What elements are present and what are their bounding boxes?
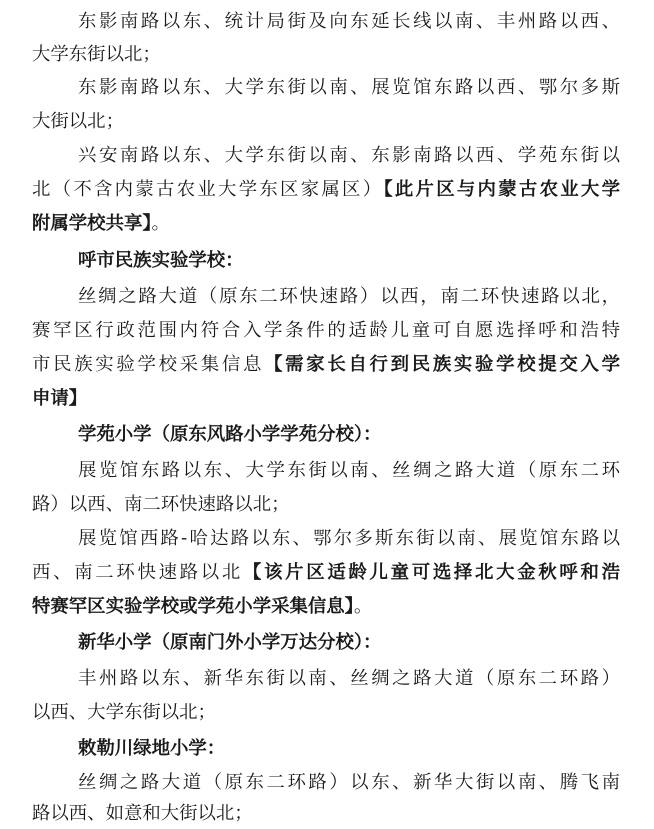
- text-line: 兴安南路以东、大学东街以南、东影南路以西、学苑东街以: [78, 145, 620, 166]
- text-line: 北（不含内蒙古农业大学东区家属区）【此片区与内蒙古农业大学: [32, 179, 620, 200]
- text-line: 西、南二环快速路以北【该片区适龄儿童可选择北大金秋呼和浩: [32, 562, 620, 583]
- section-heading: 呼市民族实验学校：: [78, 250, 244, 271]
- text-line: 展览馆东路以东、大学东街以南、丝绸之路大道（原东二环: [78, 460, 620, 481]
- text-line: 丰州路以东、新华东街以南、丝绸之路大道（原东二环路）: [78, 668, 620, 689]
- text-line: 路以西、如意和大街以北；: [32, 803, 253, 824]
- text-line: 丝绸之路大道（原东二环路）以东、新华大街以南、腾飞南: [78, 772, 620, 793]
- emphasis-note: 【此片区与内蒙古农业大学: [383, 179, 620, 200]
- text-line: 大街以北；: [32, 111, 124, 132]
- text-line: 大学东街以北；: [32, 44, 161, 65]
- section-heading: 学苑小学（原东风路小学学苑分校）：: [78, 424, 382, 445]
- emphasis-note: 附属学校共享】: [32, 213, 152, 234]
- text-line: 丝绸之路大道（原东二环快速路）以西，南二环快速路以北，: [78, 286, 620, 307]
- text-line: 东影南路以东、大学东街以南、展览馆东路以西、鄂尔多斯: [78, 77, 620, 98]
- text-line: 以西、大学东街以北；: [32, 702, 216, 723]
- section-heading: 敕勒川绿地小学：: [78, 738, 226, 759]
- emphasis-note: 【该片区适龄儿童可选择北大金秋呼和浩: [242, 562, 620, 583]
- section-heading: 新华小学（原南门外小学万达分校）：: [78, 632, 382, 653]
- text-line: 特赛罕区实验学校或学苑小学采集信息】。: [32, 596, 373, 617]
- text-line: 展览馆西路-哈达路以东、鄂尔多斯东街以南、展览馆东路以: [78, 528, 620, 549]
- text-line: 附属学校共享】。: [32, 213, 170, 234]
- text-line: 市民族实验学校采集信息【需家长自行到民族实验学校提交入学: [32, 354, 620, 375]
- text-line: 赛罕区行政范围内符合入学条件的适龄儿童可自愿选择呼和浩特: [32, 320, 620, 341]
- text-line: 东影南路以东、统计局街及向东延长线以南、丰州路以西、: [78, 11, 620, 32]
- text-line: 路）以西、南二环快速路以北；: [32, 494, 290, 515]
- emphasis-note: 【需家长自行到民族实验学校提交入学: [264, 354, 620, 375]
- emphasis-note: 特赛罕区实验学校或学苑小学采集信息】: [32, 596, 354, 617]
- text-line: [32, 384, 620, 414]
- emphasis-note: 申请】: [32, 388, 88, 409]
